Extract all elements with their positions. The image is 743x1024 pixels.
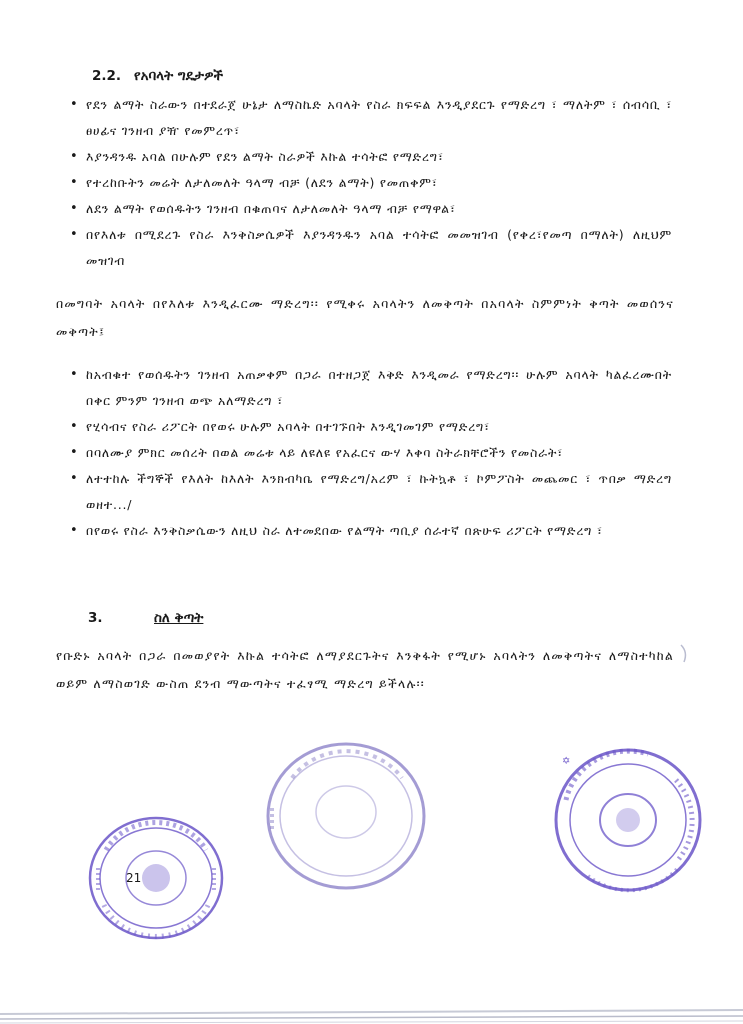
list-item: • ከአብቁተ የወሰዱትን ገንዘብ አጠቃቀም በጋራ በተዘጋጀ እቅድ እንዲመራ የማድረግ፡፡ ሁሉም አባላት ካልፈረሙበት በቀር ምንም ገንዘብ ወጭ አለማድረግ ፣ — [72, 362, 672, 414]
scan-mark — [676, 640, 696, 670]
list-item: • ለደን ልማት የወሰዱትን ገንዘብ በቁጠባና ለታለመለት ዓላማ ብቻ የማዋል፣ — [72, 196, 672, 222]
penalty-paragraph: የቡድኑ አባላት በጋራ በመወያየት እኩል ተሳትፎ ለማያደርጉትና እንቅፋት የሚሆኑ አባላትን ለመቅጣትና ለማስተካከል ወይም ለማስወገድ ውስጠ ደንብ ማውጣትና ተፈፃሚ ማድረግ ይችላሉ፡፡ — [56, 648, 674, 691]
list-item: • ለተተከሉ ችግኞች የእለት ከእለት እንክብካቤ የማድረግ/አረም ፣ ኩትኳቶ ፣ ኮምፖስት መጨመር ፣ ጥበቃ ማድረግ ወዘተ.../ — [72, 466, 672, 518]
middle-seal-stamp — [262, 738, 432, 898]
duties-list — [72, 92, 672, 274]
list-item: • በየወሩ የስራ እንቅስቃሴውን ለዚህ ስራ ለተመደበው የልማት ጣቢያ ሰራተኛ በጽሁፍ ሪፖርት የማድረግ ፣ — [72, 518, 672, 544]
svg-text:✡: ✡ — [562, 756, 571, 767]
left-seal-stamp — [84, 810, 234, 950]
page-edge-lines — [0, 984, 743, 1024]
list-item: • በባለሙያ ምክር መሰረት በወል መሬቱ ላይ ለዩለዩ የአፈርና ውሃ እቀባ ስትራክቸሮችን የመስራት፣ — [72, 440, 672, 466]
list-item: • እያንዳንዱ አባል በሁሉም የደን ልማት ስራዎች እኩል ተሳትፎ የማድረግ፣ — [72, 144, 672, 170]
list-item: • የሂሳብና የስራ ሪፖርት በየወሩ ሁሉም አባላት በተገኙበት እንዲገመገም የማድረግ፣ — [72, 414, 672, 440]
list-item: • በየእለቱ በሚደረጉ የስራ እንቅስቃሴዎች እያንዳንዱን አባል ተሳትፎ መመዝገብ (የቀረ፣የመጣ በማለት) ለዚህም መዝገብ — [72, 222, 672, 274]
section-number: 2.2. — [92, 68, 122, 84]
obligations-list — [72, 362, 672, 544]
section-2-2-heading — [92, 68, 223, 84]
attendance-paragraph: በመግባት አባላት በየእለቱ እንዲፈርሙ ማድረግ፡፡ የሚቀሩ አባላትን ለመቅጣት በአባላት ስምምነት ቅጣት መወሰንና መቅጣት፤ — [56, 296, 674, 339]
list-item: • የተረከቡትን መሬት ለታለመለት ዓላማ ብቻ (ለደን ልማት) የመጠቀም፣ — [72, 170, 672, 196]
section-title: ስለ ቅጣት — [154, 610, 204, 626]
right-seal-stamp — [548, 740, 708, 905]
section-3-heading — [88, 610, 203, 626]
page-number: 21 — [126, 871, 142, 885]
section-number: 3. — [88, 610, 103, 626]
list-item: • የደን ልማት ስራውን በተደራጀ ሁኔታ ለማስኬድ አባላት የስራ ክፍፍል እንዲያደርጉ የማድረግ ፣ ማለትም ፣ ሰብሳቢ ፣ ፀሀፊና ገንዘብ ያዥ የመምረጥ፣ — [72, 92, 672, 144]
section-title: የአባላት ግዴታዎች — [134, 68, 224, 84]
